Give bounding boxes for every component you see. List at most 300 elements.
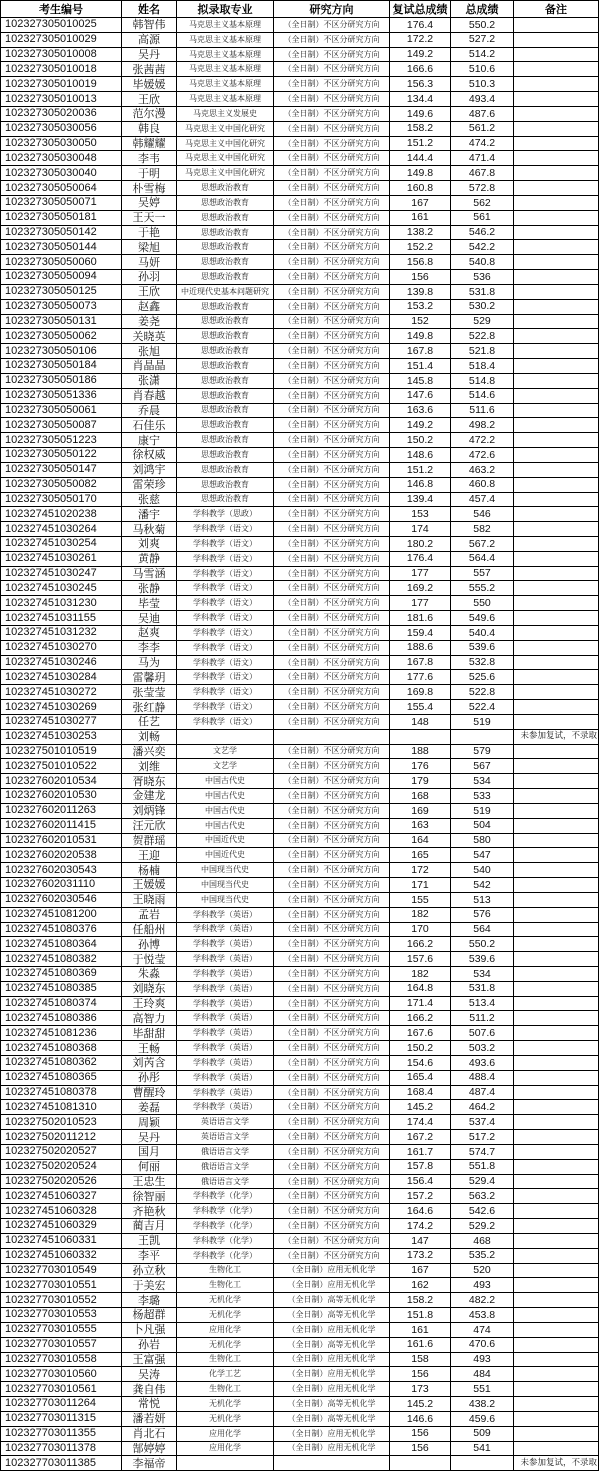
cell-note xyxy=(514,952,599,966)
cell-name: 潘宇 xyxy=(122,507,177,521)
cell-direction: （全日制）不区分研究方向 xyxy=(274,967,390,981)
cell-total-score: 493.6 xyxy=(451,1056,514,1070)
table-row xyxy=(1,745,599,760)
cell-major: 俄语语言文学 xyxy=(177,1175,274,1189)
table-row xyxy=(1,389,599,404)
table-row xyxy=(1,715,599,730)
table-row xyxy=(1,374,599,389)
cell-candidate-id: 102327305020036 xyxy=(1,107,122,121)
cell-direction: （全日制）不区分研究方向 xyxy=(274,878,390,892)
cell-candidate-id: 102327305050064 xyxy=(1,181,122,195)
cell-retest-score: 166.2 xyxy=(390,937,451,951)
cell-total-score: 472.6 xyxy=(451,448,514,462)
cell-name: 马秋菊 xyxy=(122,522,177,536)
cell-direction: （全日制）不区分研究方向 xyxy=(274,226,390,240)
cell-retest-score: 156 xyxy=(390,1367,451,1381)
cell-direction: （全日制）高等无机化学 xyxy=(274,1397,390,1411)
cell-major: 思想政治教育 xyxy=(177,389,274,403)
cell-retest-score: 153.2 xyxy=(390,300,451,314)
cell-total-score: 529.2 xyxy=(451,1219,514,1233)
cell-note xyxy=(514,300,599,314)
cell-note xyxy=(514,656,599,670)
cell-direction: （全日制）高等无机化学 xyxy=(274,1308,390,1322)
table-row xyxy=(1,700,599,715)
table-row xyxy=(1,967,599,982)
cell-name: 于明 xyxy=(122,166,177,180)
cell-direction: （全日制）不区分研究方向 xyxy=(274,893,390,907)
cell-total-score: 540.4 xyxy=(451,626,514,640)
cell-total-score: 531.8 xyxy=(451,285,514,299)
table-row xyxy=(1,656,599,671)
cell-name: 吴迪 xyxy=(122,611,177,625)
cell-total-score: 542.2 xyxy=(451,240,514,254)
cell-retest-score: 161 xyxy=(390,211,451,225)
header-retest-score: 复试总成绩 xyxy=(390,1,451,17)
cell-note xyxy=(514,1011,599,1025)
cell-retest-score: 167 xyxy=(390,1264,451,1278)
table-row xyxy=(1,1219,599,1234)
cell-direction: （全日制）不区分研究方向 xyxy=(274,923,390,937)
cell-major: 应用化学 xyxy=(177,1323,274,1337)
cell-candidate-id: 102327305050181 xyxy=(1,211,122,225)
cell-name: 吴丹 xyxy=(122,1130,177,1144)
table-row xyxy=(1,834,599,849)
cell-major: 思想政治教育 xyxy=(177,329,274,343)
cell-candidate-id: 102327305050125 xyxy=(1,285,122,299)
cell-retest-score: 146.6 xyxy=(390,1412,451,1426)
cell-major: 中国古代史 xyxy=(177,804,274,818)
cell-name: 孙岩 xyxy=(122,1338,177,1352)
cell-total-score: 546.2 xyxy=(451,226,514,240)
header-candidate-id: 考生编号 xyxy=(1,1,122,17)
cell-direction: （全日制）不区分研究方向 xyxy=(274,537,390,551)
cell-retest-score: 156 xyxy=(390,1442,451,1456)
cell-major: 生物化工 xyxy=(177,1382,274,1396)
cell-retest-score: 151.8 xyxy=(390,1308,451,1322)
cell-total-score: 562 xyxy=(451,196,514,210)
cell-direction: （全日制）不区分研究方向 xyxy=(274,908,390,922)
cell-name: 雷荣珍 xyxy=(122,478,177,492)
cell-direction: （全日制）不区分研究方向 xyxy=(274,240,390,254)
cell-direction: （全日制）不区分研究方向 xyxy=(274,1041,390,1055)
cell-retest-score: 151.4 xyxy=(390,359,451,373)
cell-candidate-id: 102327602011415 xyxy=(1,819,122,833)
cell-total-score: 540.8 xyxy=(451,255,514,269)
cell-candidate-id: 102327703011264 xyxy=(1,1397,122,1411)
table-row xyxy=(1,507,599,522)
cell-total-score: 513.4 xyxy=(451,997,514,1011)
table-row xyxy=(1,685,599,700)
cell-major: 马克思主义中国化研究 xyxy=(177,166,274,180)
cell-name: 李李 xyxy=(122,641,177,655)
cell-note xyxy=(514,151,599,165)
cell-name: 曹醒玲 xyxy=(122,1086,177,1100)
cell-direction xyxy=(274,730,390,744)
cell-note xyxy=(514,745,599,759)
cell-candidate-id: 102327305050147 xyxy=(1,463,122,477)
cell-direction: （全日制）高等无机化学 xyxy=(274,1293,390,1307)
cell-note xyxy=(514,18,599,32)
cell-direction: （全日制）不区分研究方向 xyxy=(274,952,390,966)
cell-major: 俄语语言文学 xyxy=(177,1145,274,1159)
cell-candidate-id: 102327451080382 xyxy=(1,952,122,966)
cell-candidate-id: 102327305050060 xyxy=(1,255,122,269)
cell-major: 学科教学（英语） xyxy=(177,908,274,922)
cell-retest-score: 139.8 xyxy=(390,285,451,299)
cell-major: 学科教学（英语） xyxy=(177,1071,274,1085)
table-row xyxy=(1,1056,599,1071)
cell-note xyxy=(514,834,599,848)
cell-major: 学科教学（语文） xyxy=(177,626,274,640)
table-row xyxy=(1,1382,599,1397)
cell-note xyxy=(514,1100,599,1114)
cell-retest-score: 182 xyxy=(390,908,451,922)
cell-note xyxy=(514,1234,599,1248)
cell-candidate-id: 102327451030284 xyxy=(1,670,122,684)
cell-retest-score: 167.6 xyxy=(390,1026,451,1040)
cell-candidate-id: 102327305050142 xyxy=(1,226,122,240)
cell-direction: （全日制）不区分研究方向 xyxy=(274,92,390,106)
cell-name: 朴雪梅 xyxy=(122,181,177,195)
cell-major: 生物化工 xyxy=(177,1264,274,1278)
cell-major: 思想政治教育 xyxy=(177,240,274,254)
cell-direction: （全日制）不区分研究方向 xyxy=(274,1086,390,1100)
cell-total-score: 503.2 xyxy=(451,1041,514,1055)
cell-retest-score: 167.2 xyxy=(390,1130,451,1144)
cell-candidate-id: 102327451030269 xyxy=(1,700,122,714)
cell-candidate-id: 102327703010560 xyxy=(1,1367,122,1381)
cell-total-score: 504 xyxy=(451,819,514,833)
cell-major: 中国古代史 xyxy=(177,819,274,833)
cell-name: 于美宏 xyxy=(122,1278,177,1292)
cell-retest-score: 180.2 xyxy=(390,537,451,551)
cell-major: 无机化学 xyxy=(177,1293,274,1307)
header-research-direction: 研究方向 xyxy=(274,1,390,17)
cell-note: 未参加复试，不录取 xyxy=(514,1456,599,1470)
cell-direction: （全日制）应用无机化学 xyxy=(274,1427,390,1441)
cell-direction: （全日制）不区分研究方向 xyxy=(274,137,390,151)
cell-name: 王迎 xyxy=(122,848,177,862)
cell-direction: （全日制）不区分研究方向 xyxy=(274,478,390,492)
cell-major: 学科教学（英语） xyxy=(177,997,274,1011)
cell-note xyxy=(514,240,599,254)
cell-retest-score: 159.4 xyxy=(390,626,451,640)
cell-note xyxy=(514,893,599,907)
cell-retest-score: 160.8 xyxy=(390,181,451,195)
table-row xyxy=(1,33,599,48)
cell-candidate-id: 102327451080362 xyxy=(1,1056,122,1070)
table-row xyxy=(1,819,599,834)
table-row xyxy=(1,1115,599,1130)
cell-retest-score: 163.6 xyxy=(390,404,451,418)
cell-note xyxy=(514,181,599,195)
cell-retest-score: 148.6 xyxy=(390,448,451,462)
table-row xyxy=(1,211,599,226)
table-row xyxy=(1,641,599,656)
table-row xyxy=(1,923,599,938)
cell-major: 英语语言文学 xyxy=(177,1130,274,1144)
cell-total-score: 550.2 xyxy=(451,18,514,32)
cell-total-score: 519 xyxy=(451,715,514,729)
cell-candidate-id: 102327501010519 xyxy=(1,745,122,759)
cell-total-score: 532.8 xyxy=(451,656,514,670)
table-row xyxy=(1,759,599,774)
cell-retest-score: 147.6 xyxy=(390,389,451,403)
cell-note xyxy=(514,1308,599,1322)
cell-candidate-id: 102327703010549 xyxy=(1,1264,122,1278)
cell-name: 任艺 xyxy=(122,715,177,729)
cell-retest-score: 161 xyxy=(390,1323,451,1337)
cell-name: 毕莹 xyxy=(122,596,177,610)
table-row xyxy=(1,315,599,330)
cell-total-score: 550.2 xyxy=(451,937,514,951)
cell-retest-score xyxy=(390,730,451,744)
cell-name: 张慈 xyxy=(122,493,177,507)
cell-name: 韩智伟 xyxy=(122,18,177,32)
cell-total-score: 572.8 xyxy=(451,181,514,195)
cell-note xyxy=(514,211,599,225)
table-row xyxy=(1,670,599,685)
cell-total-score: 551.8 xyxy=(451,1160,514,1174)
cell-name: 贺群瑶 xyxy=(122,834,177,848)
cell-note xyxy=(514,537,599,551)
cell-major: 中国现当代史 xyxy=(177,878,274,892)
cell-major: 学科教学（思政） xyxy=(177,507,274,521)
cell-name: 于悦莹 xyxy=(122,952,177,966)
cell-name: 吴丹 xyxy=(122,48,177,62)
cell-major: 中国现当代史 xyxy=(177,863,274,877)
cell-direction: （全日制）不区分研究方向 xyxy=(274,1175,390,1189)
cell-name: 孙彤 xyxy=(122,1071,177,1085)
cell-direction: （全日制）不区分研究方向 xyxy=(274,285,390,299)
cell-total-score: 564.4 xyxy=(451,552,514,566)
table-row xyxy=(1,1234,599,1249)
table-row xyxy=(1,478,599,493)
cell-note xyxy=(514,596,599,610)
table-row xyxy=(1,908,599,923)
cell-name: 韩耀耀 xyxy=(122,137,177,151)
cell-direction: （全日制）不区分研究方向 xyxy=(274,626,390,640)
cell-note xyxy=(514,774,599,788)
cell-major: 学科教学（英语） xyxy=(177,937,274,951)
cell-note xyxy=(514,1427,599,1441)
cell-retest-score: 152 xyxy=(390,315,451,329)
cell-retest-score: 164 xyxy=(390,834,451,848)
table-row xyxy=(1,418,599,433)
table-row xyxy=(1,1249,599,1264)
table-row xyxy=(1,937,599,952)
cell-direction: （全日制）不区分研究方向 xyxy=(274,834,390,848)
cell-note xyxy=(514,1397,599,1411)
cell-name: 关晓英 xyxy=(122,329,177,343)
cell-name: 常悦 xyxy=(122,1397,177,1411)
cell-candidate-id: 102327451080374 xyxy=(1,997,122,1011)
cell-total-score: 518.4 xyxy=(451,359,514,373)
cell-direction: （全日制）不区分研究方向 xyxy=(274,997,390,1011)
cell-note: 未参加复试，不录取 xyxy=(514,730,599,744)
table-row xyxy=(1,611,599,626)
cell-total-score: 514.8 xyxy=(451,374,514,388)
cell-candidate-id: 102327305030056 xyxy=(1,122,122,136)
cell-name: 卜凡强 xyxy=(122,1323,177,1337)
cell-major: 学科教学（化学） xyxy=(177,1249,274,1263)
cell-major: 马克思主义基本原理 xyxy=(177,92,274,106)
cell-retest-score: 166.2 xyxy=(390,1011,451,1025)
cell-name: 高源 xyxy=(122,33,177,47)
cell-direction: （全日制）不区分研究方向 xyxy=(274,552,390,566)
table-row xyxy=(1,1204,599,1219)
cell-retest-score: 146.8 xyxy=(390,478,451,492)
table-row xyxy=(1,359,599,374)
cell-note xyxy=(514,967,599,981)
cell-candidate-id: 102327451031232 xyxy=(1,626,122,640)
cell-candidate-id: 102327451080365 xyxy=(1,1071,122,1085)
cell-total-score: 563.2 xyxy=(451,1189,514,1203)
cell-direction: （全日制）不区分研究方向 xyxy=(274,255,390,269)
cell-note xyxy=(514,404,599,418)
table-row xyxy=(1,1264,599,1279)
cell-candidate-id: 102327502010523 xyxy=(1,1115,122,1129)
cell-candidate-id: 102327451081310 xyxy=(1,1100,122,1114)
cell-total-score: 509 xyxy=(451,1427,514,1441)
cell-note xyxy=(514,1293,599,1307)
cell-name: 姜磊 xyxy=(122,1100,177,1114)
cell-name: 郜婷婷 xyxy=(122,1442,177,1456)
cell-candidate-id: 102327305010008 xyxy=(1,48,122,62)
cell-direction: （全日制）不区分研究方向 xyxy=(274,107,390,121)
cell-candidate-id: 102327451020238 xyxy=(1,507,122,521)
cell-note xyxy=(514,62,599,76)
cell-total-score: 534 xyxy=(451,774,514,788)
cell-major: 化学工艺 xyxy=(177,1367,274,1381)
cell-name: 刘鸿宇 xyxy=(122,463,177,477)
cell-note xyxy=(514,715,599,729)
cell-note xyxy=(514,1175,599,1189)
cell-candidate-id: 102327602010531 xyxy=(1,834,122,848)
cell-note xyxy=(514,493,599,507)
cell-candidate-id: 102327502020524 xyxy=(1,1160,122,1174)
cell-major: 学科教学（语文） xyxy=(177,715,274,729)
cell-total-score: 533 xyxy=(451,789,514,803)
cell-name: 赵爽 xyxy=(122,626,177,640)
cell-note xyxy=(514,196,599,210)
cell-candidate-id: 102327602010530 xyxy=(1,789,122,803)
cell-note xyxy=(514,700,599,714)
cell-total-score: 534 xyxy=(451,967,514,981)
table-row xyxy=(1,730,599,745)
cell-candidate-id: 102327602010534 xyxy=(1,774,122,788)
cell-note xyxy=(514,1115,599,1129)
cell-name: 肖北石 xyxy=(122,1427,177,1441)
cell-retest-score: 167 xyxy=(390,196,451,210)
table-row xyxy=(1,1145,599,1160)
cell-retest-score: 139.4 xyxy=(390,493,451,507)
cell-name: 国月 xyxy=(122,1145,177,1159)
cell-note xyxy=(514,685,599,699)
cell-name: 毕甜甜 xyxy=(122,1026,177,1040)
cell-direction: （全日制）不区分研究方向 xyxy=(274,937,390,951)
table-row xyxy=(1,1412,599,1427)
cell-major: 俄语语言文学 xyxy=(177,1160,274,1174)
cell-retest-score: 188.6 xyxy=(390,641,451,655)
cell-major: 学科教学（化学） xyxy=(177,1234,274,1248)
cell-total-score: 522.8 xyxy=(451,329,514,343)
cell-note xyxy=(514,478,599,492)
cell-retest-score: 156.3 xyxy=(390,77,451,91)
cell-total-score: 459.6 xyxy=(451,1412,514,1426)
cell-major: 学科教学（英语） xyxy=(177,1041,274,1055)
cell-retest-score: 174 xyxy=(390,522,451,536)
cell-candidate-id: 102327502020526 xyxy=(1,1175,122,1189)
cell-total-score: 529.4 xyxy=(451,1175,514,1189)
cell-name: 王富强 xyxy=(122,1353,177,1367)
cell-major: 马克思主义基本原理 xyxy=(177,48,274,62)
cell-total-score: 513 xyxy=(451,893,514,907)
table-row xyxy=(1,300,599,315)
cell-candidate-id: 102327451030247 xyxy=(1,567,122,581)
cell-total-score: 482.2 xyxy=(451,1293,514,1307)
cell-direction: （全日制）应用无机化学 xyxy=(274,1442,390,1456)
cell-direction: （全日制）不区分研究方向 xyxy=(274,418,390,432)
cell-direction: （全日制）不区分研究方向 xyxy=(274,1026,390,1040)
cell-note xyxy=(514,819,599,833)
cell-candidate-id: 102327703011355 xyxy=(1,1427,122,1441)
table-row xyxy=(1,62,599,77)
cell-major: 学科教学（英语） xyxy=(177,1056,274,1070)
cell-major: 中国古代史 xyxy=(177,774,274,788)
cell-candidate-id: 102327305050184 xyxy=(1,359,122,373)
cell-retest-score: 176.4 xyxy=(390,18,451,32)
cell-note xyxy=(514,359,599,373)
cell-retest-score: 165.4 xyxy=(390,1071,451,1085)
cell-retest-score: 151.2 xyxy=(390,463,451,477)
cell-retest-score: 173.2 xyxy=(390,1249,451,1263)
cell-retest-score: 169.2 xyxy=(390,581,451,595)
cell-note xyxy=(514,1189,599,1203)
cell-direction: （全日制）不区分研究方向 xyxy=(274,196,390,210)
cell-retest-score: 171 xyxy=(390,878,451,892)
cell-name: 马妍 xyxy=(122,255,177,269)
cell-name: 王天一 xyxy=(122,211,177,225)
table-row xyxy=(1,1367,599,1382)
table-row xyxy=(1,537,599,552)
cell-total-score: 539.6 xyxy=(451,641,514,655)
cell-note xyxy=(514,448,599,462)
table-row xyxy=(1,804,599,819)
table-row xyxy=(1,1100,599,1115)
cell-candidate-id: 102327451081200 xyxy=(1,908,122,922)
table-row xyxy=(1,581,599,596)
cell-direction: （全日制）不区分研究方向 xyxy=(274,374,390,388)
cell-major: 思想政治教育 xyxy=(177,478,274,492)
cell-name: 赵鑫 xyxy=(122,300,177,314)
cell-retest-score: 170 xyxy=(390,923,451,937)
cell-note xyxy=(514,433,599,447)
cell-candidate-id: 102327305051223 xyxy=(1,433,122,447)
cell-major xyxy=(177,730,274,744)
cell-candidate-id: 102327451060329 xyxy=(1,1219,122,1233)
cell-candidate-id: 102327703010557 xyxy=(1,1338,122,1352)
cell-note xyxy=(514,1249,599,1263)
cell-total-score: 514.6 xyxy=(451,389,514,403)
cell-direction: （全日制）不区分研究方向 xyxy=(274,656,390,670)
cell-retest-score: 150.2 xyxy=(390,433,451,447)
cell-note xyxy=(514,522,599,536)
cell-note xyxy=(514,923,599,937)
cell-major: 思想政治教育 xyxy=(177,433,274,447)
cell-total-score: 555.2 xyxy=(451,581,514,595)
cell-note xyxy=(514,611,599,625)
